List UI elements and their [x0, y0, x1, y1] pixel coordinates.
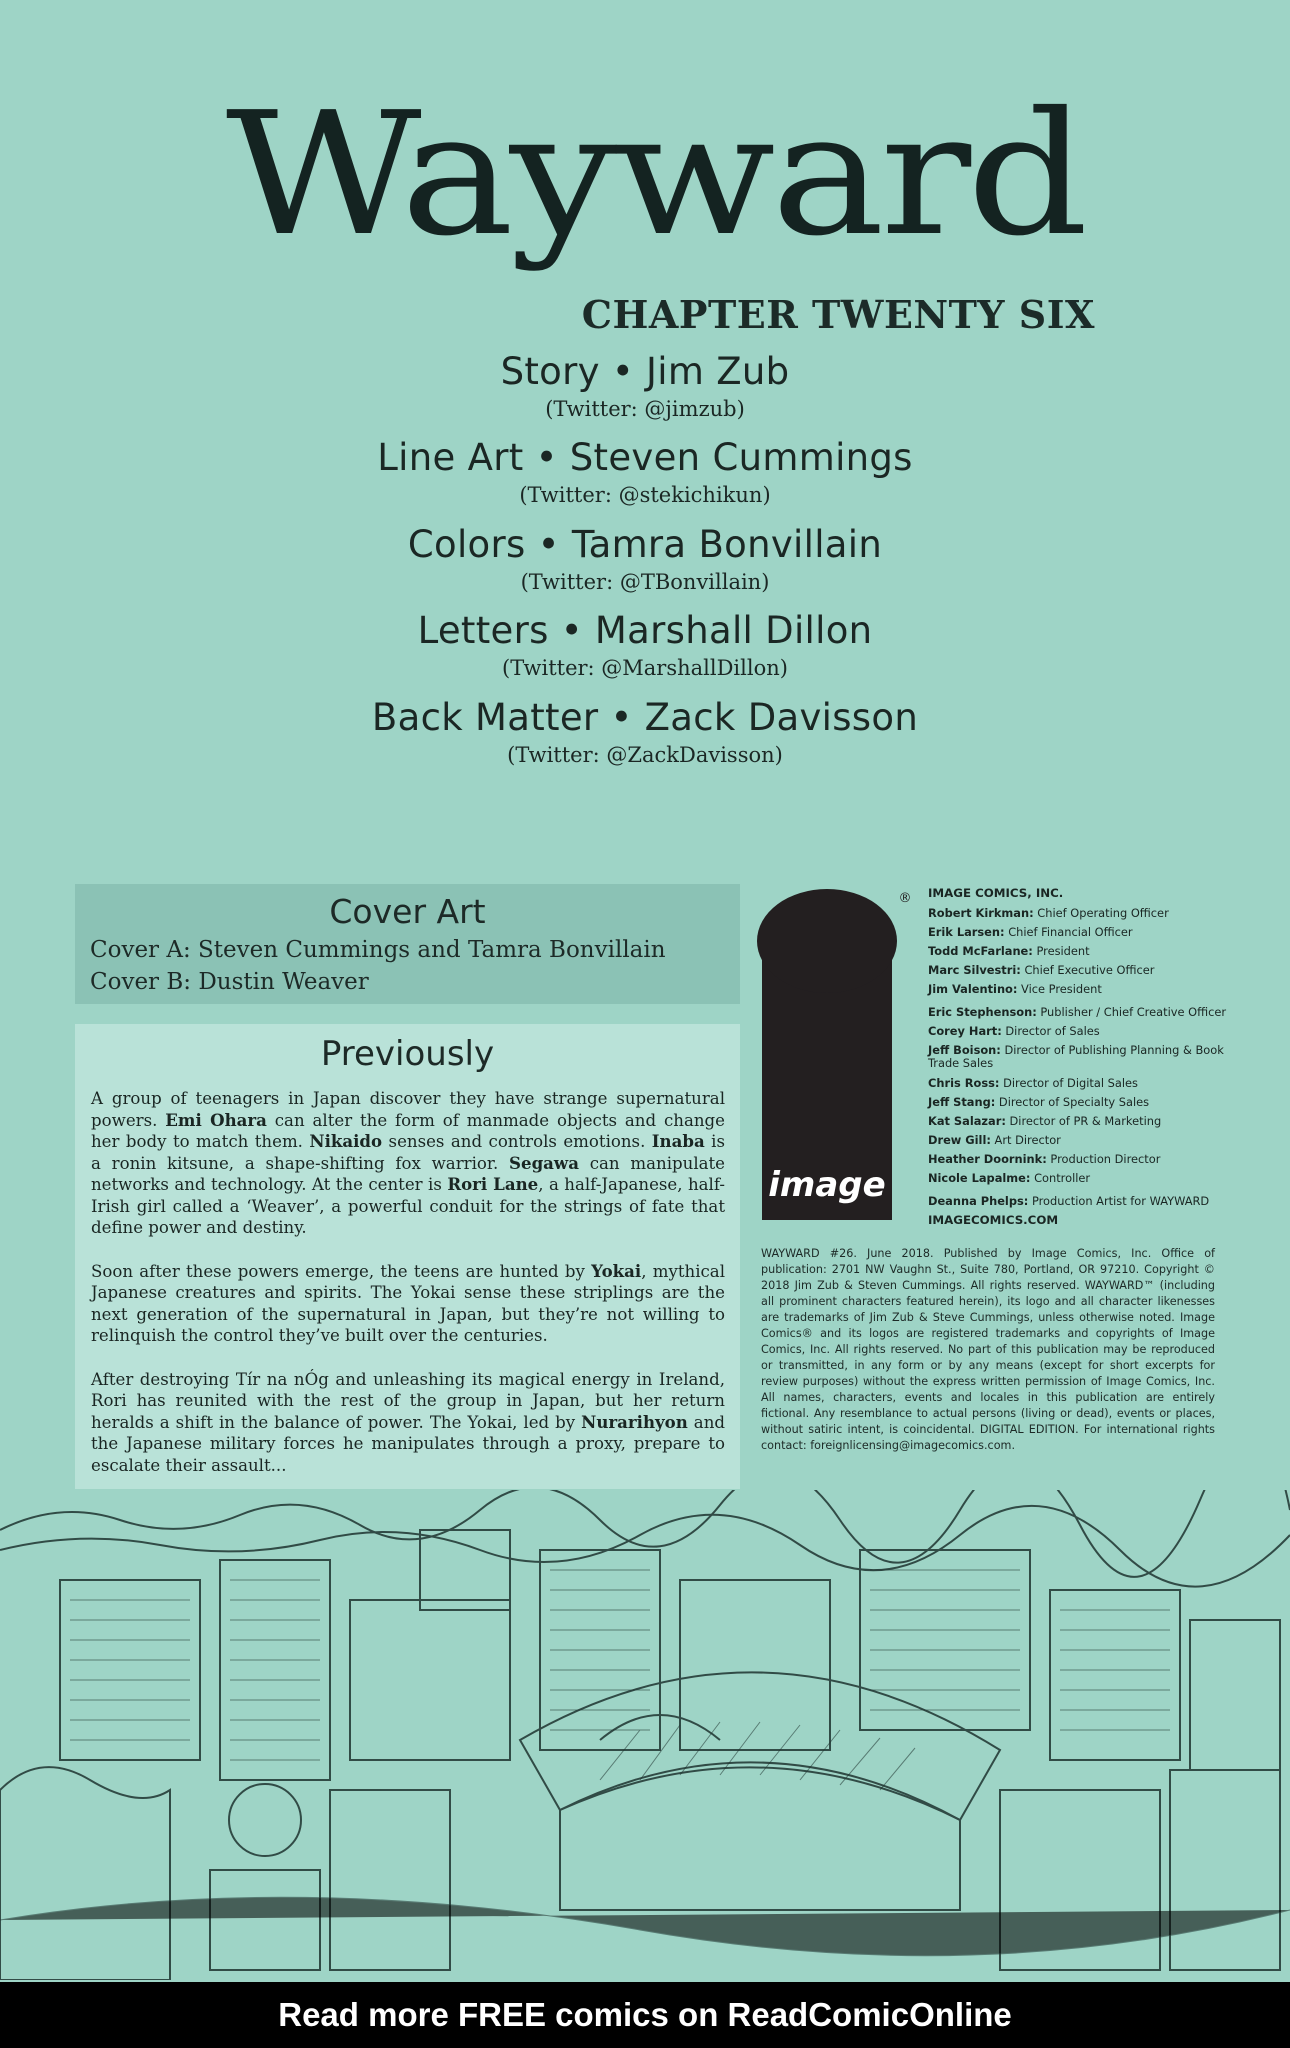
credit-colors	[0, 523, 1290, 594]
staff-row: Jim Valentino: Vice President	[928, 982, 1102, 996]
staff-row: Marc Silvestri: Chief Executive Officer	[928, 963, 1155, 977]
publisher-staff-list	[928, 884, 1228, 1230]
credit-role: Back Matter • Zack Davisson	[371, 696, 919, 739]
credit-role: Line Art • Steven Cummings	[377, 436, 913, 479]
staff-row: Kat Salazar: Director of PR & Marketing	[928, 1114, 1162, 1128]
city-illustration	[0, 1490, 1290, 1980]
comic-title: Wayward	[225, 76, 1085, 274]
staff-row: Chris Ross: Director of Digital Sales	[928, 1076, 1138, 1090]
image-comics-logo	[757, 886, 913, 1224]
staff-row: Todd McFarlane: President	[928, 944, 1090, 958]
cover-art-heading: Cover Art	[329, 892, 486, 931]
previously-paragraph: A group of teenagers in Japan discover they have strange supernatural powers. Emi Ohara can alter the form of manmade objects and change her body to match them. Nikaido senses and controls emotions. Inaba is a ronin kitsune, a shape-shifting fox warrior. Segawa can manipulate networks and technology. At the center is Rori Lane, a half-Japanese, half-Irish girl called a ‘Weaver’, a powerful conduit for the strings of fate that define power and destiny.	[91, 1089, 726, 1237]
credit-twitter: (Twitter: @stekichikun)	[519, 483, 771, 507]
website-url: IMAGECOMICS.COM	[928, 1213, 1059, 1227]
staff-row: Deanna Phelps: Production Artist for WAYWARD	[928, 1194, 1210, 1208]
credit-role: Letters • Marshall Dillon	[417, 609, 873, 652]
credit-twitter: (Twitter: @jimzub)	[545, 397, 745, 421]
credit-letters	[0, 609, 1290, 680]
credit-line-art	[0, 436, 1290, 507]
credit-twitter: (Twitter: @MarshallDillon)	[502, 656, 788, 680]
staff-row: Jeff Boison: Director of Publishing Planning & Book Trade Sales	[928, 1043, 1224, 1070]
footer-banner: Read more FREE comics on ReadComicOnline	[0, 1982, 1290, 2048]
logo-wordmark: image	[768, 1165, 886, 1205]
staff-row: Corey Hart: Director of Sales	[928, 1024, 1100, 1038]
cover-b-credit: Cover B: Dustin Weaver	[90, 969, 369, 995]
credit-twitter: (Twitter: @ZackDavisson)	[507, 743, 783, 767]
staff-row: Eric Stephenson: Publisher / Chief Creative Officer	[928, 1005, 1227, 1019]
staff-row: Erik Larsen: Chief Financial Officer	[928, 925, 1133, 939]
staff-row: Drew Gill: Art Director	[928, 1133, 1061, 1147]
previously-heading: Previously	[320, 1034, 495, 1074]
cover-art-box	[75, 884, 740, 1004]
credit-twitter: (Twitter: @TBonvillain)	[520, 570, 770, 594]
previously-box	[75, 1024, 740, 1489]
legal-notice: WAYWARD #26. June 2018. Published by Image Comics, Inc. Office of publication: 2701 NW Vaughn St., Suite 780, Portland, OR 97210. Copyright © 2018 Jim Zub & Steven Cummings. All rights reserved. WAYWARD™ (including all prominent characters featured herein), its logo and all character likenesses are trademarks of Jim Zub & Steve Cummings, unless otherwise noted. Image Comics® and its logos are registered trademarks and copyrights of Image Comics, Inc. All rights reserved. No part of this publication may be reproduced or transmitted, in any form or by any means (except for short excerpts for review purposes) without the express written permission of Image Comics, Inc. All names, characters, events and locales in this publication are entirely fictional. Any resemblance to actual persons (living or dead), events or places, without satiric intent, is coincidental. DIGITAL EDITION. For international rights contact: foreignlicensing@imagecomics.com.	[761, 1247, 1215, 1452]
staff-row: Jeff Stang: Director of Specialty Sales	[928, 1095, 1150, 1109]
registered-mark: ®	[898, 891, 912, 906]
credit-back-matter	[0, 696, 1290, 767]
staff-row: Nicole Lapalme: Controller	[928, 1171, 1091, 1185]
company-name: IMAGE COMICS, INC.	[928, 886, 1064, 900]
credit-role: Story • Jim Zub	[500, 350, 790, 393]
staff-row: Heather Doornink: Production Director	[928, 1152, 1161, 1166]
cover-a-credit: Cover A: Steven Cummings and Tamra Bonvillain	[90, 937, 666, 963]
credit-story	[0, 350, 1290, 421]
previously-paragraph: After destroying Tír na nÓg and unleashing its magical energy in Ireland, Rori has reunited with the rest of the group in Japan, but her return heralds a shift in the balance of power. The Yokai, led by Nurarihyon and the Japanese military forces he manipulates through a proxy, prepare to escalate their assault...	[91, 1369, 725, 1475]
previously-paragraph: Soon after these powers emerge, the teens are hunted by Yokai, mythical Japanese creatures and spirits. The Yokai sense these striplings are the next generation of the supernatural in Japan, but they’re not willing to relinquish the control they’ve built over the centuries.	[91, 1260, 725, 1345]
chapter-heading: CHAPTER TWENTY SIX	[581, 292, 1095, 337]
staff-row: Robert Kirkman: Chief Operating Officer	[928, 906, 1169, 920]
credit-role: Colors • Tamra Bonvillain	[407, 523, 883, 566]
